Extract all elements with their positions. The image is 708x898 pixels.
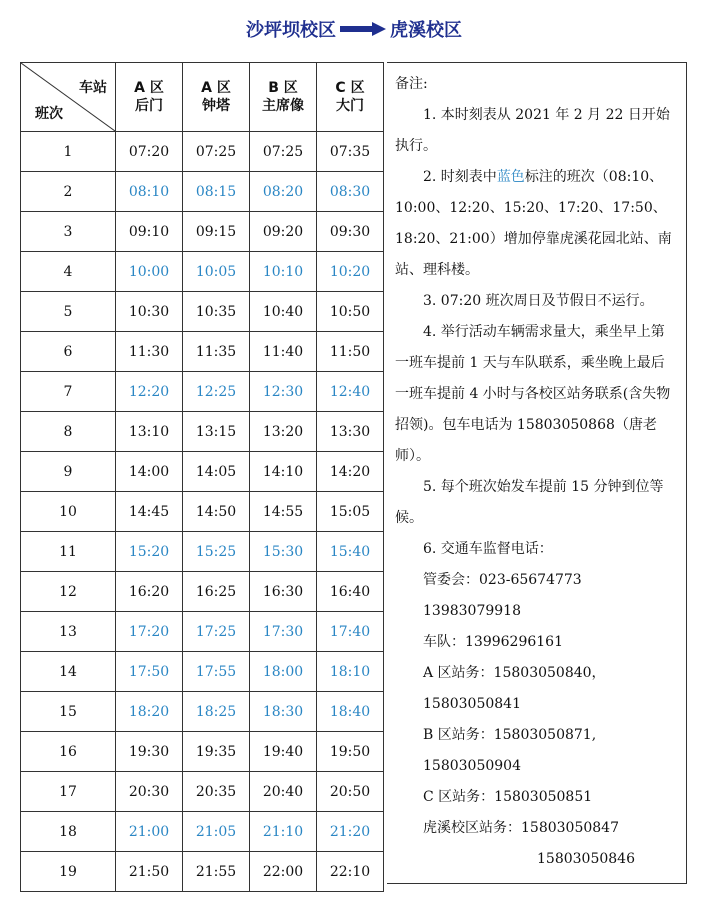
departure-time: 14:50 — [183, 492, 250, 532]
departure-time: 17:55 — [183, 652, 250, 692]
table-row — [21, 852, 384, 892]
table-row — [21, 652, 384, 692]
departure-time: 18:30 — [250, 692, 317, 732]
table-row — [21, 452, 384, 492]
departure-time: 12:20 — [116, 372, 183, 412]
table-row — [21, 612, 384, 652]
departure-time: 14:05 — [183, 452, 250, 492]
departure-time: 12:30 — [250, 372, 317, 412]
departure-time: 21:50 — [116, 852, 183, 892]
departure-time: 14:45 — [116, 492, 183, 532]
note-6: 6. 交通车监督电话： — [423, 541, 553, 557]
departure-time: 21:55 — [183, 852, 250, 892]
run-number: 12 — [21, 572, 116, 612]
departure-time: 15:30 — [250, 532, 317, 572]
note-5: 5. 每个班次始发车提前 15 分钟到位等候。 — [395, 479, 664, 526]
contact-huxi-2: 15803050846 — [537, 851, 635, 867]
departure-time: 13:20 — [250, 412, 317, 452]
contact-committee: 管委会：023-65674773 13983079918 — [423, 572, 582, 619]
timetable — [20, 62, 384, 892]
corner-stop-label: 车站 — [79, 80, 107, 96]
departure-time: 10:05 — [183, 252, 250, 292]
departure-time: 09:20 — [250, 212, 317, 252]
departure-time: 19:40 — [250, 732, 317, 772]
header-stop: B 区 主席像 — [250, 63, 317, 132]
departure-time: 18:00 — [250, 652, 317, 692]
header-stop: A 区 钟塔 — [183, 63, 250, 132]
departure-time: 10:40 — [250, 292, 317, 332]
page-title — [0, 16, 708, 42]
departure-time: 10:30 — [116, 292, 183, 332]
arrow-right-icon — [340, 22, 386, 36]
departure-time: 11:30 — [116, 332, 183, 372]
departure-time: 09:10 — [116, 212, 183, 252]
departure-time: 11:50 — [317, 332, 384, 372]
departure-time: 20:40 — [250, 772, 317, 812]
departure-time: 07:25 — [250, 132, 317, 172]
run-number: 8 — [21, 412, 116, 452]
corner-cell — [21, 63, 116, 132]
notes-panel — [387, 62, 687, 884]
departure-time: 21:20 — [317, 812, 384, 852]
header-stop: A 区 后门 — [116, 63, 183, 132]
departure-time: 16:25 — [183, 572, 250, 612]
run-number: 2 — [21, 172, 116, 212]
departure-time: 15:25 — [183, 532, 250, 572]
departure-time: 07:20 — [116, 132, 183, 172]
run-number: 16 — [21, 732, 116, 772]
title-from: 沙坪坝校区 — [246, 20, 336, 41]
departure-time: 07:25 — [183, 132, 250, 172]
departure-time: 18:40 — [317, 692, 384, 732]
table-row — [21, 532, 384, 572]
note-1: 1. 本时刻表从 2021 年 2 月 22 日开始执行。 — [395, 107, 670, 154]
table-row — [21, 372, 384, 412]
contact-c: C 区站务：15803050851 — [423, 789, 593, 805]
run-number: 3 — [21, 212, 116, 252]
departure-time: 12:40 — [317, 372, 384, 412]
contact-a: A 区站务：15803050840，15803050841 — [423, 665, 606, 712]
run-number: 6 — [21, 332, 116, 372]
departure-time: 15:20 — [116, 532, 183, 572]
run-number: 4 — [21, 252, 116, 292]
departure-time: 19:50 — [317, 732, 384, 772]
header-stop: C 区 大门 — [317, 63, 384, 132]
run-number: 14 — [21, 652, 116, 692]
note-3: 3. 07:20 班次周日及节假日不运行。 — [423, 293, 654, 309]
table-row — [21, 732, 384, 772]
departure-time: 14:00 — [116, 452, 183, 492]
table-row — [21, 812, 384, 852]
departure-time: 08:10 — [116, 172, 183, 212]
departure-time: 19:30 — [116, 732, 183, 772]
departure-time: 22:10 — [317, 852, 384, 892]
departure-time: 20:50 — [317, 772, 384, 812]
departure-time: 14:20 — [317, 452, 384, 492]
departure-time: 11:40 — [250, 332, 317, 372]
corner-run-label: 班次 — [35, 106, 63, 122]
table-row — [21, 692, 384, 732]
departure-time: 16:40 — [317, 572, 384, 612]
table-row — [21, 292, 384, 332]
run-number: 9 — [21, 452, 116, 492]
departure-time: 08:15 — [183, 172, 250, 212]
departure-time: 21:00 — [116, 812, 183, 852]
departure-time: 15:05 — [317, 492, 384, 532]
departure-time: 16:20 — [116, 572, 183, 612]
departure-time: 17:50 — [116, 652, 183, 692]
departure-time: 17:30 — [250, 612, 317, 652]
table-row — [21, 492, 384, 532]
header-row — [21, 63, 384, 132]
contact-fleet: 车队：13996296161 — [423, 634, 563, 650]
table-row — [21, 332, 384, 372]
run-number: 7 — [21, 372, 116, 412]
contact-b: B 区站务：15803050871, 15803050904 — [423, 727, 597, 774]
departure-time: 10:50 — [317, 292, 384, 332]
note-4: 4. 举行活动车辆需求量大，乘坐早上第一班车提前 1 天与车队联系，乘坐晚上最后一班车提前 4 小时与各校区站务联系(含失物招领)。包车电话为 15803050868（唐老师）。 — [395, 324, 671, 464]
table-row — [21, 212, 384, 252]
departure-time: 11:35 — [183, 332, 250, 372]
departure-time: 21:05 — [183, 812, 250, 852]
table-row — [21, 252, 384, 292]
departure-time: 14:55 — [250, 492, 317, 532]
departure-time: 07:35 — [317, 132, 384, 172]
run-number: 19 — [21, 852, 116, 892]
notes-heading: 备注: — [395, 76, 428, 92]
departure-time: 18:10 — [317, 652, 384, 692]
run-number: 1 — [21, 132, 116, 172]
note-2: 2. 时刻表中蓝色标注的班次（08:10、10:00、12:20、15:20、17:20、17:50、18:20、21:00）增加停靠虎溪花园北站、南站、理科楼。 — [395, 169, 672, 278]
table-row — [21, 572, 384, 612]
title-to: 虎溪校区 — [390, 20, 462, 41]
run-number: 15 — [21, 692, 116, 732]
departure-time: 08:20 — [250, 172, 317, 212]
departure-time: 17:20 — [116, 612, 183, 652]
departure-time: 10:10 — [250, 252, 317, 292]
table-row — [21, 772, 384, 812]
departure-time: 18:25 — [183, 692, 250, 732]
run-number: 17 — [21, 772, 116, 812]
departure-time: 20:30 — [116, 772, 183, 812]
departure-time: 19:35 — [183, 732, 250, 772]
run-number: 11 — [21, 532, 116, 572]
table-row — [21, 172, 384, 212]
departure-time: 12:25 — [183, 372, 250, 412]
departure-time: 09:15 — [183, 212, 250, 252]
departure-time: 10:35 — [183, 292, 250, 332]
departure-time: 09:30 — [317, 212, 384, 252]
departure-time: 20:35 — [183, 772, 250, 812]
departure-time: 16:30 — [250, 572, 317, 612]
departure-time: 22:00 — [250, 852, 317, 892]
departure-time: 14:10 — [250, 452, 317, 492]
table-row — [21, 412, 384, 452]
contact-huxi: 虎溪校区站务：15803050847 — [423, 820, 619, 836]
departure-time: 18:20 — [116, 692, 183, 732]
run-number: 5 — [21, 292, 116, 332]
departure-time: 15:40 — [317, 532, 384, 572]
departure-time: 17:25 — [183, 612, 250, 652]
departure-time: 10:00 — [116, 252, 183, 292]
departure-time: 13:30 — [317, 412, 384, 452]
run-number: 13 — [21, 612, 116, 652]
departure-time: 13:15 — [183, 412, 250, 452]
departure-time: 10:20 — [317, 252, 384, 292]
departure-time: 21:10 — [250, 812, 317, 852]
table-row — [21, 132, 384, 172]
run-number: 10 — [21, 492, 116, 532]
departure-time: 13:10 — [116, 412, 183, 452]
departure-time: 17:40 — [317, 612, 384, 652]
run-number: 18 — [21, 812, 116, 852]
departure-time: 08:30 — [317, 172, 384, 212]
